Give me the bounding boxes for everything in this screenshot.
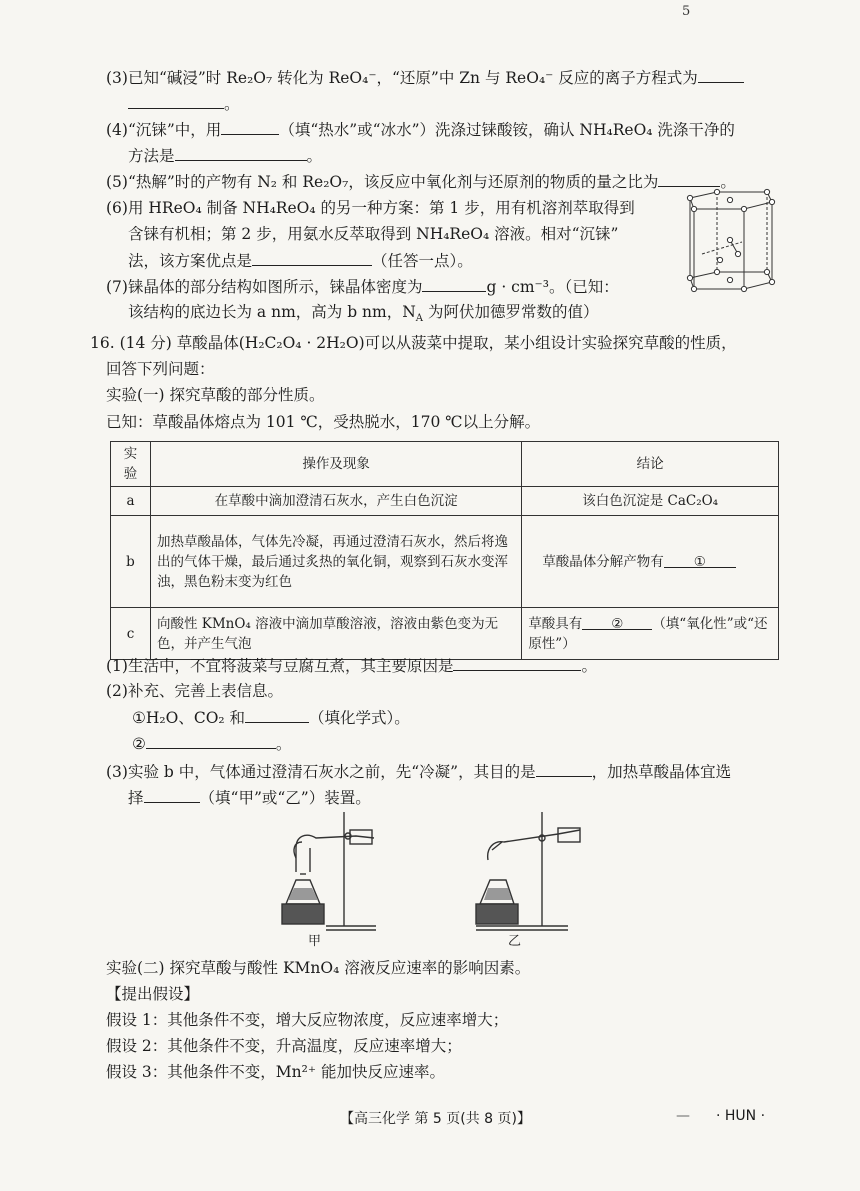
q15-part5: (5)“热解”时的产物有 N₂ 和 Re₂O₇，该反应中氧化剂与还原剂的物质的量之比为 。 xyxy=(106,173,736,191)
answer-blank[interactable] xyxy=(128,93,224,109)
rhenium-crystal-structure-figure xyxy=(672,188,780,308)
q16-sub3-line1: (3)实验 b 中，气体通过澄清石灰水之前，先“冷凝”，其目的是 ，加热草酸晶体宜选 xyxy=(106,763,732,781)
top-page-number: 5 xyxy=(682,4,691,19)
q15-part6-line1: (6)用 HReO₄ 制备 NH₄ReO₄ 的另一种方案：第 1 步，用有机溶剂萃取得到 xyxy=(106,199,635,217)
table-cell: 在草酸中滴加澄清石灰水，产生白色沉淀 xyxy=(150,487,521,516)
known-info: 已知：草酸晶体熔点为 101 ℃，受热脱水，170 ℃以上分解。 xyxy=(106,413,541,431)
q15-part4-line2: 方法是 。 xyxy=(128,147,323,165)
table-row xyxy=(111,487,779,516)
q15-part4-line1: (4)“沉铼”中，用 （填“热水”或“冰水”）洗涤过铼酸铵，确认 NH₄ReO₄ 洗涤干净的 xyxy=(106,121,735,139)
hypothesis-heading: 【提出假设】 xyxy=(106,985,200,1003)
answer-blank[interactable] xyxy=(146,733,276,749)
table-header-row xyxy=(111,442,779,487)
q15-part6-line2: 含铼有机相；第 2 步，用氨水反萃取得到 NH₄ReO₄ 溶液。相对“沉铼” xyxy=(128,225,619,243)
apparatus-jia-label: 甲 xyxy=(308,934,322,949)
hypothesis-2: 假设 2：其他条件不变，升高温度，反应速率增大； xyxy=(106,1037,462,1055)
q16-sub1: (1)生活中，不宜将菠菜与豆腐互煮，其主要原因是 。 xyxy=(106,657,597,675)
answer-blank[interactable] xyxy=(221,119,279,135)
answer-blank[interactable] xyxy=(658,171,720,187)
hypothesis-3: 假设 3：其他条件不变，Mn²⁺ 能加快反应速率。 xyxy=(106,1063,445,1081)
experiment-1-title: 实验(一) 探究草酸的部分性质。 xyxy=(106,386,325,404)
apparatus-yi-label: 乙 xyxy=(508,934,522,949)
q16-sub2-item1: ①H₂O、CO₂ 和 （填化学式）。 xyxy=(132,709,410,727)
table-cell: a xyxy=(111,487,151,516)
experiment-2-title: 实验(二) 探究草酸与酸性 KMnO₄ 溶液反应速率的影响因素。 xyxy=(106,959,531,977)
q15-part3-line1: (3)已知“碱浸”时 Re₂O₇ 转化为 ReO₄⁻，“还原”中 Zn 与 ReO₄⁻ 反应的离子方程式为 xyxy=(106,67,744,88)
table-cell: 草酸具有 ② （填“氧化性”或“还原性”） xyxy=(522,608,779,660)
table-cell: 向酸性 KMnO₄ 溶液中滴加草酸溶液，溶液由紫色变为无色，并产生气泡 xyxy=(150,608,521,660)
answer-blank[interactable] xyxy=(175,145,307,161)
table-cell: c xyxy=(111,608,151,660)
answer-blank[interactable] xyxy=(252,250,372,266)
apparatus-yi-figure xyxy=(462,808,592,936)
q16-sub2-item2: ② 。 xyxy=(132,735,292,753)
footer-page-info: 【高三化学 第 5 页(共 8 页)】 xyxy=(340,1111,531,1127)
table-cell: 加热草酸晶体，气体先冷凝，再通过澄清石灰水，然后将逸出的气体干燥，最后通过炙热的氧化铜，观察到石灰水变浑浊，黑色粉末变为红色 xyxy=(150,516,521,608)
q15-part7-line2: 该结构的底边长为 a nm，高为 b nm，$N_A$ 为阿伏加德罗常数的值） xyxy=(128,303,599,325)
answer-blank[interactable] xyxy=(422,276,486,292)
q15-part7-line1: (7)铼晶体的部分结构如图所示，铼晶体密度为 g · cm⁻³。（已知： xyxy=(106,278,619,296)
answer-blank[interactable] xyxy=(245,707,309,723)
q15-part3-line2: 。 xyxy=(128,93,240,114)
q16-sub2: (2)补充、完善上表信息。 xyxy=(106,682,283,700)
answer-blank[interactable]: ① xyxy=(664,552,736,568)
table-row xyxy=(111,608,779,660)
table-row xyxy=(111,516,779,608)
hypothesis-1: 假设 1：其他条件不变，增大反应物浓度，反应速率增大； xyxy=(106,1011,509,1029)
answer-blank[interactable] xyxy=(698,67,744,83)
table-header: 结论 xyxy=(522,442,779,487)
answer-blank[interactable] xyxy=(144,787,200,803)
footer-dash: — xyxy=(676,1108,690,1124)
table-cell: b xyxy=(111,516,151,608)
table-header: 操作及现象 xyxy=(150,442,521,487)
footer-region-code: · HUN · xyxy=(716,1108,766,1124)
table-cell: 草酸晶体分解产物有 ① xyxy=(522,516,779,608)
q16-sub3-line2: 择 （填“甲”或“乙”）装置。 xyxy=(128,789,371,807)
table-header: 实验 xyxy=(111,442,151,487)
apparatus-jia-figure xyxy=(266,808,396,936)
q16-intro-line1: 16. (14 分) 草酸晶体(H₂C₂O₄ · 2H₂O)可以从菠菜中提取，某小组设计实验探究草酸的性质， xyxy=(90,334,737,352)
q15-part6-line3: 法，该方案优点是 （任答一点）。 xyxy=(128,252,473,270)
experiment-table xyxy=(110,441,779,660)
q16-intro-line2: 回答下列问题： xyxy=(106,360,215,378)
table-cell: 该白色沉淀是 CaC₂O₄ xyxy=(522,487,779,516)
answer-blank[interactable] xyxy=(536,761,592,777)
answer-blank[interactable] xyxy=(453,655,581,671)
answer-blank[interactable]: ② xyxy=(582,614,652,630)
